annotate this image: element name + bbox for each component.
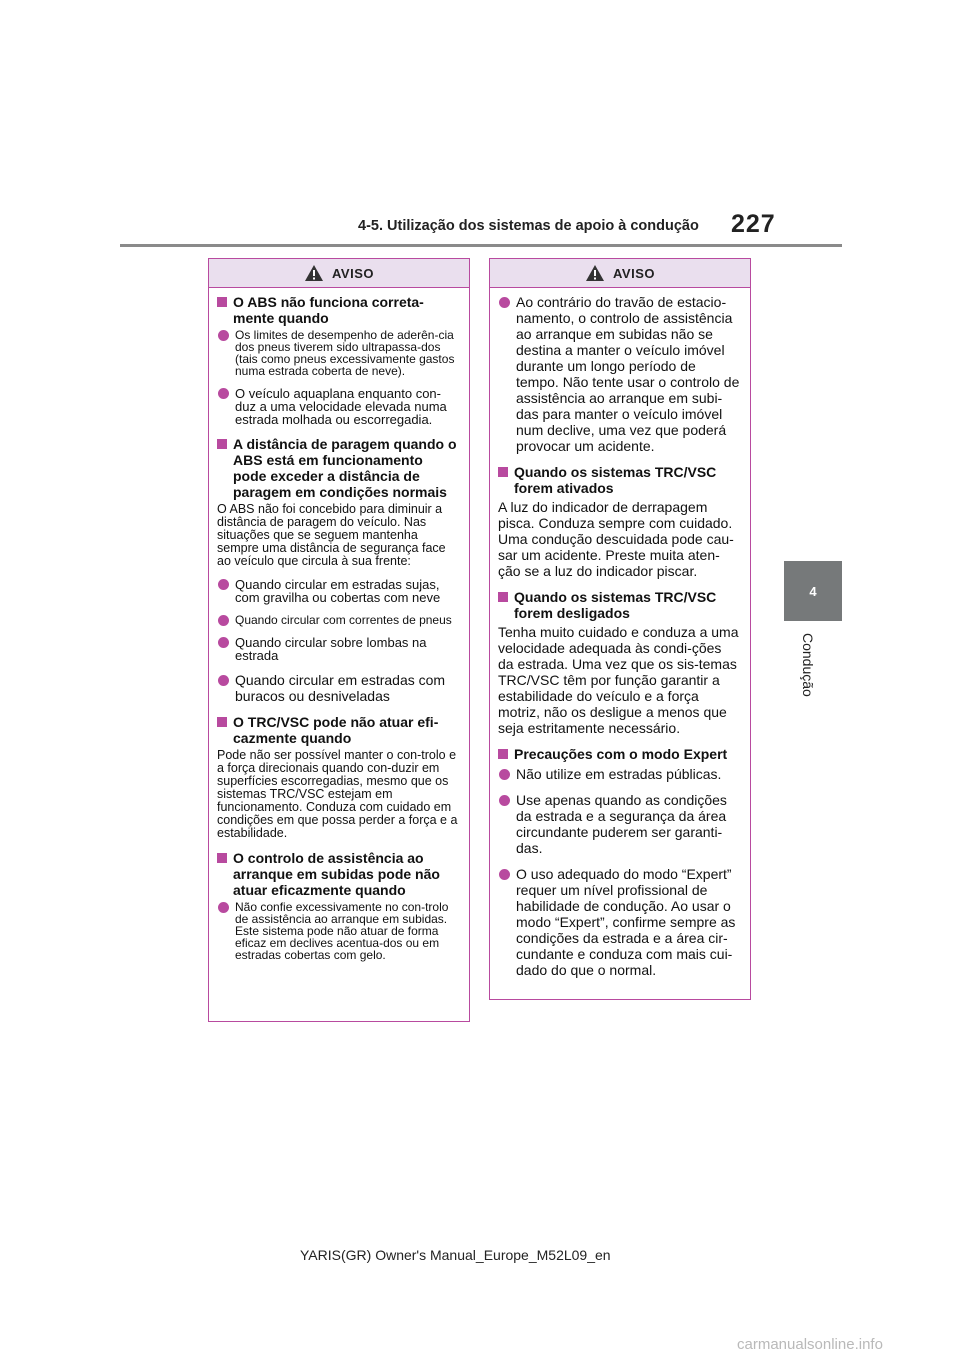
bullet-item — [217, 636, 459, 662]
heading-text: Quando os sistemas TRC/VSC forem desligados — [514, 589, 717, 621]
warning-box-header — [490, 259, 750, 288]
watermark: carmanualsonline.info — [737, 1336, 883, 1353]
circle-bullet-icon — [499, 795, 510, 806]
circle-bullet-icon — [218, 902, 229, 913]
square-bullet-icon — [498, 749, 508, 759]
bullet-item — [217, 387, 459, 426]
circle-bullet-icon — [499, 297, 510, 308]
warning-triangle-icon — [585, 264, 605, 282]
circle-bullet-icon — [218, 637, 229, 648]
warning-title: AVISO — [613, 265, 655, 281]
bullet-text: Use apenas quando as condições da estrada e a segurança da área circundante puderem ser garanti-das. — [516, 792, 727, 856]
circle-bullet-icon — [499, 769, 510, 780]
square-bullet-icon — [217, 297, 227, 307]
bullet-item — [217, 614, 459, 626]
heading-text: A distância de paragem quando o ABS está em funcionamento pode exceder a distância de paragem em condições normais — [233, 436, 457, 500]
section-heading — [217, 850, 459, 898]
circle-bullet-icon — [218, 675, 229, 686]
bullet-item — [217, 329, 459, 377]
paragraph: Tenha muito cuidado e conduza a uma velocidade adequada às condi-ções da estrada. Uma vez que os sis-temas TRC/VSC têm por função garantir a estabilidade do veículo e a força motriz, não os desligue a menos que seja estritamente necessário. — [498, 624, 739, 736]
section-heading — [217, 436, 459, 500]
bullet-text: Os limites de desempenho de aderên-cia dos pneus tiverem sido ultrapassa-dos (tais como pneus excessivamente gastos numa estrada coberta de neve). — [235, 328, 455, 378]
paragraph: Pode não ser possível manter o con-trolo e a força direcionais quando con-duzir em superfícies escorregadias, mesmo que os sistemas TRC/VSC estejam em funcionamento. Conduza com cuidado em condições em que possa perder a força e a estabilidade. — [217, 748, 458, 840]
bullet-text: O uso adequado do modo “Expert” requer um nível profissional de habilidade de condução. Ao usar o modo “Expert”, confirme sempre as condições da estrada e a área cir-cundante e conduza com mais cui-dado do que o normal. — [516, 866, 736, 978]
bullet-text: Quando circular com correntes de pneus — [235, 613, 452, 627]
heading-text: O controlo de assistência ao arranque em subidas pode não atuar eficazmente quando — [233, 850, 440, 898]
bullet-item — [498, 866, 740, 978]
bullet-text: Não confie excessivamente no con-trolo de assistência ao arranque em subidas. Este sistema pode não atuar de forma eficaz em declives acentua-dos ou em estradas cobertas com gelo. — [235, 900, 449, 962]
chapter-label: Condução — [800, 633, 816, 697]
square-bullet-icon — [498, 467, 508, 477]
bullet-item — [217, 578, 459, 604]
warning-box-right — [489, 258, 751, 1000]
warning-triangle-icon — [304, 264, 324, 282]
section-heading — [498, 746, 740, 762]
section-title: 4-5. Utilização dos sistemas de apoio à condução — [358, 218, 699, 234]
heading-text: O TRC/VSC pode não atuar efi-cazmente quando — [233, 714, 439, 746]
bullet-text: Quando circular em estradas sujas, com gravilha ou cobertas com neve — [235, 577, 441, 605]
warning-box-body — [490, 288, 750, 978]
circle-bullet-icon — [218, 330, 229, 341]
circle-bullet-icon — [218, 615, 229, 626]
bullet-text: Quando circular sobre lombas na estrada — [235, 635, 427, 663]
circle-bullet-icon — [499, 869, 510, 880]
bullet-text: O veículo aquaplana enquanto con-duz a uma velocidade elevada numa estrada molhada ou escorregadia. — [235, 386, 447, 427]
bullet-item — [217, 901, 459, 961]
paragraph: O ABS não foi concebido para diminuir a distância de paragem do veículo. Nas situações que se seguem mantenha sempre uma distância de segurança face ao veículo que circula à sua frente: — [217, 502, 446, 568]
section-heading — [217, 294, 459, 326]
section-heading — [498, 464, 740, 496]
warning-title: AVISO — [332, 265, 374, 281]
chapter-tab — [784, 561, 842, 621]
header-rule — [120, 244, 842, 247]
bullet-text: Quando circular em estradas com buracos ou desniveladas — [235, 672, 446, 704]
square-bullet-icon — [217, 853, 227, 863]
heading-text: Precauções com o modo Expert — [514, 746, 728, 762]
section-heading — [498, 589, 740, 621]
warning-box-body — [209, 288, 469, 961]
section-heading — [217, 714, 459, 746]
paragraph: A luz do indicador de derrapagem pisca. Conduza sempre com cuidado. Uma condução descuidada pode cau-sar um acidente. Preste muita aten-ção se a luz do indicador piscar. — [498, 499, 734, 579]
square-bullet-icon — [217, 439, 227, 449]
warning-box-left — [208, 258, 470, 1022]
warning-box-header — [209, 259, 469, 288]
footer-text: YARIS(GR) Owner's Manual_Europe_M52L09_en — [300, 1247, 611, 1263]
bullet-item — [217, 672, 459, 704]
circle-bullet-icon — [218, 388, 229, 399]
bullet-item — [498, 294, 740, 454]
bullet-text: Não utilize em estradas públicas. — [516, 766, 722, 782]
heading-text: O ABS não funciona correta-mente quando — [233, 294, 424, 326]
page-number: 227 — [731, 210, 776, 238]
square-bullet-icon — [498, 592, 508, 602]
bullet-item — [498, 792, 740, 856]
heading-text: Quando os sistemas TRC/VSC forem ativados — [514, 464, 717, 496]
bullet-item — [498, 766, 740, 782]
chapter-number: 4 — [809, 583, 817, 599]
bullet-text: Ao contrário do travão de estacio-namento, o controlo de assistência ao arranque em subidas não se destina a manter o veículo imóvel durante um longo período de tempo. Não tente usar o controlo de assistência ao arranque em subi-das para manter o veículo imóvel num declive, uma vez que poderá provocar um acidente. — [516, 294, 740, 454]
circle-bullet-icon — [218, 579, 229, 590]
square-bullet-icon — [217, 717, 227, 727]
